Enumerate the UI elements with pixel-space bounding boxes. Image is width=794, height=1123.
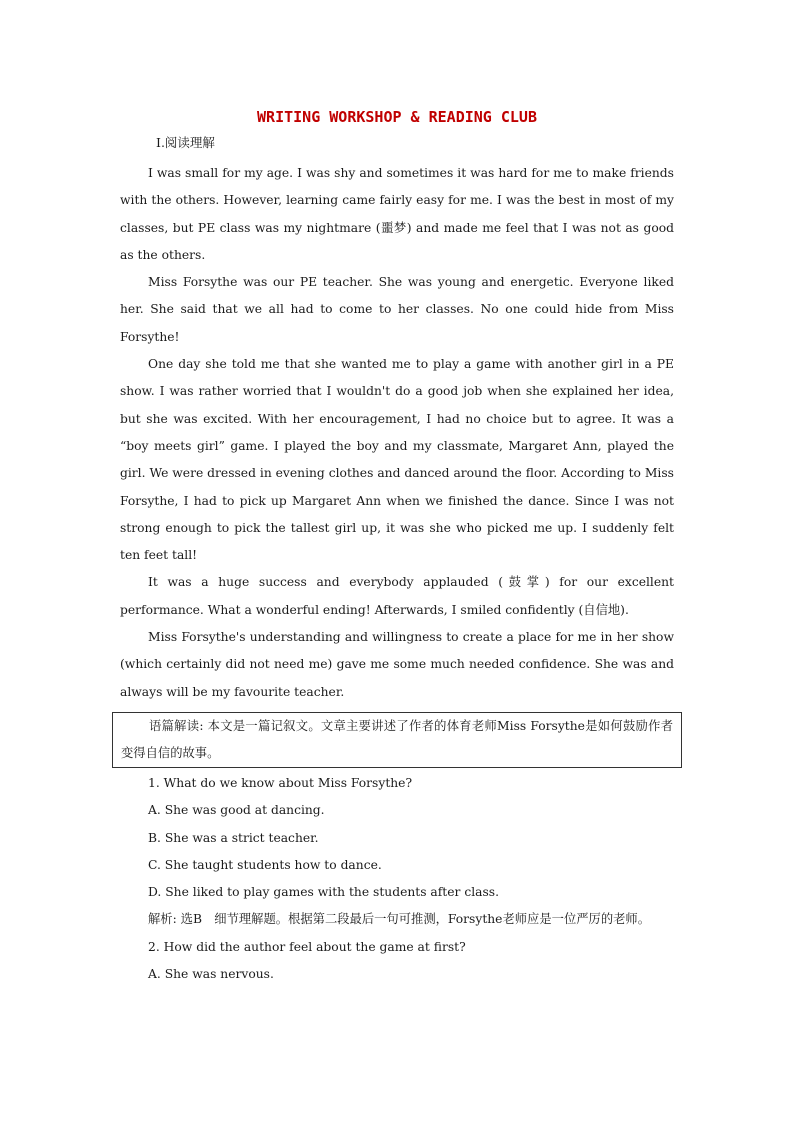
- passage-paragraph-1: I was small for my age. I was shy and sometimes it was hard for me to make friends with the others. However, learning came fairly easy for me. I was the best in most of my classes, but PE class was my nightmare (噩梦) and made me feel that I was not as good as the others.: [120, 166, 674, 262]
- question-2: [120, 934, 674, 989]
- question-stem: 2. How did the author feel about the game at first?: [148, 939, 466, 954]
- option-c: C. She taught students how to dance.: [148, 857, 382, 872]
- answer-explanation: 解析: 选B 细节理解题。根据第二段最后一句可推测，Forsythe老师应是一位严厉的老师。: [148, 912, 651, 927]
- passage-paragraph-3: One day she told me that she wanted me to play a game with another girl in a PE show. I was rather worried that I wouldn't do a good job when she explained her idea, but she was excited. With her encouragement, I had no choice but to agree. It was a “boy meets girl” game. I played the boy and my classmate, Margaret Ann, played the girl. We were dressed in evening clothes and danced around the floor. According to Miss Forsythe, I had to pick up Margaret Ann when we finished the dance. Since I was not strong enough to pick the tallest girl up, it was she who picked me up. I suddenly felt ten feet tall!: [120, 357, 674, 563]
- option-b: B. She was a strict teacher.: [148, 830, 319, 845]
- section-heading: Ⅰ.阅读理解: [156, 135, 215, 150]
- passage-summary-box: [112, 712, 682, 768]
- option-a: A. She was good at dancing.: [148, 803, 325, 818]
- document-page: [120, 106, 674, 988]
- passage-summary: 语篇解读: 本文是一篇记叙文。文章主要讲述了作者的体育老师Miss Forsythe是如何鼓励作者变得自信的故事。: [121, 718, 673, 760]
- question-1: [120, 770, 674, 934]
- option-d: D. She liked to play games with the students after class.: [148, 885, 499, 900]
- passage-paragraph-2: Miss Forsythe was our PE teacher. She was young and energetic. Everyone liked her. She said that we all had to come to her classes. No one could hide from Miss Forsythe!: [120, 275, 674, 344]
- option-a: A. She was nervous.: [148, 967, 274, 982]
- page-title: WRITING WORKSHOP & READING CLUB: [257, 108, 537, 126]
- reading-passage: [120, 160, 674, 706]
- passage-paragraph-4: It was a huge success and everybody applauded (鼓掌) for our excellent performance. What a wonderful ending! Afterwards, I smiled confidently (自信地).: [120, 575, 674, 617]
- question-stem: 1. What do we know about Miss Forsythe?: [148, 775, 413, 790]
- passage-paragraph-5: Miss Forsythe's understanding and willingness to create a place for me in her show (which certainly did not need me) gave me some much needed confidence. She was and always will be my favourite teacher.: [120, 630, 674, 699]
